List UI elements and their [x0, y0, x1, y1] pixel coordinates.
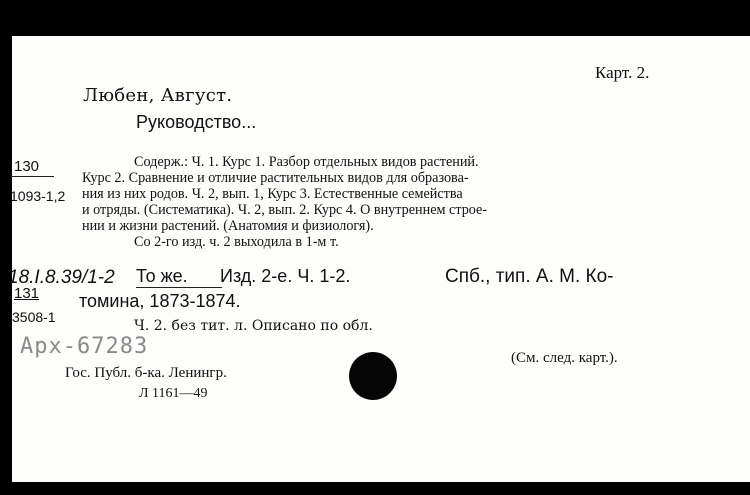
acquisition-code: 18.I.8.39/1-2	[8, 267, 115, 288]
shelfmark-3: 131	[14, 285, 40, 302]
see-next-card: (См. след. карт.).	[511, 350, 618, 366]
edition-statement: Изд. 2-е. Ч. 1-2.	[220, 266, 351, 286]
card-number: Карт. 2.	[595, 63, 650, 82]
author-heading: Любен, Август.	[83, 85, 233, 106]
shelfmark-1: 130	[14, 158, 40, 175]
edition-underline	[136, 287, 222, 288]
contents-line: ния из них родов. Ч. 2, вып. 1, Курс 3. Естественные семейства	[82, 186, 463, 202]
edition-same: То же.	[136, 266, 188, 286]
card-punch-hole	[349, 352, 397, 400]
archive-stamp: Арх-67283	[20, 334, 149, 359]
publisher-continued: томина, 1873-1874.	[79, 291, 241, 311]
scan-top-border	[0, 0, 750, 36]
scan-bottom-border	[0, 482, 750, 495]
contents-note	[82, 154, 676, 250]
title-short: Руководство...	[136, 112, 257, 132]
shelfmark-divider	[10, 176, 54, 177]
contents-line: Со 2-го изд. ч. 2 выходила в 1-м т.	[134, 234, 339, 250]
contents-line: Содерж.: Ч. 1. Курс 1. Разбор отдельных видов растений.	[134, 154, 479, 170]
print-number: Л 1161—49	[139, 386, 208, 401]
publisher: Спб., тип. А. М. Ко-	[445, 266, 614, 287]
scan-left-border	[0, 0, 12, 495]
edition-note: Ч. 2. без тит. л. Описано по обл.	[134, 318, 373, 334]
contents-line: Курс 2. Сравнение и отличие растительных видов для образова-	[82, 170, 469, 186]
shelfmark-2: 1093-1,2	[10, 188, 66, 204]
contents-line: и отряды. (Систематика). Ч. 2, вып. 2. Курс 4. О внутреннем строе-	[82, 202, 488, 218]
library-name: Гос. Публ. б-ка. Ленингр.	[65, 365, 227, 381]
shelfmark-4: 3508-1	[12, 309, 56, 325]
contents-line: нии и жизни растений. (Анатомия и физиологя).	[82, 218, 374, 234]
